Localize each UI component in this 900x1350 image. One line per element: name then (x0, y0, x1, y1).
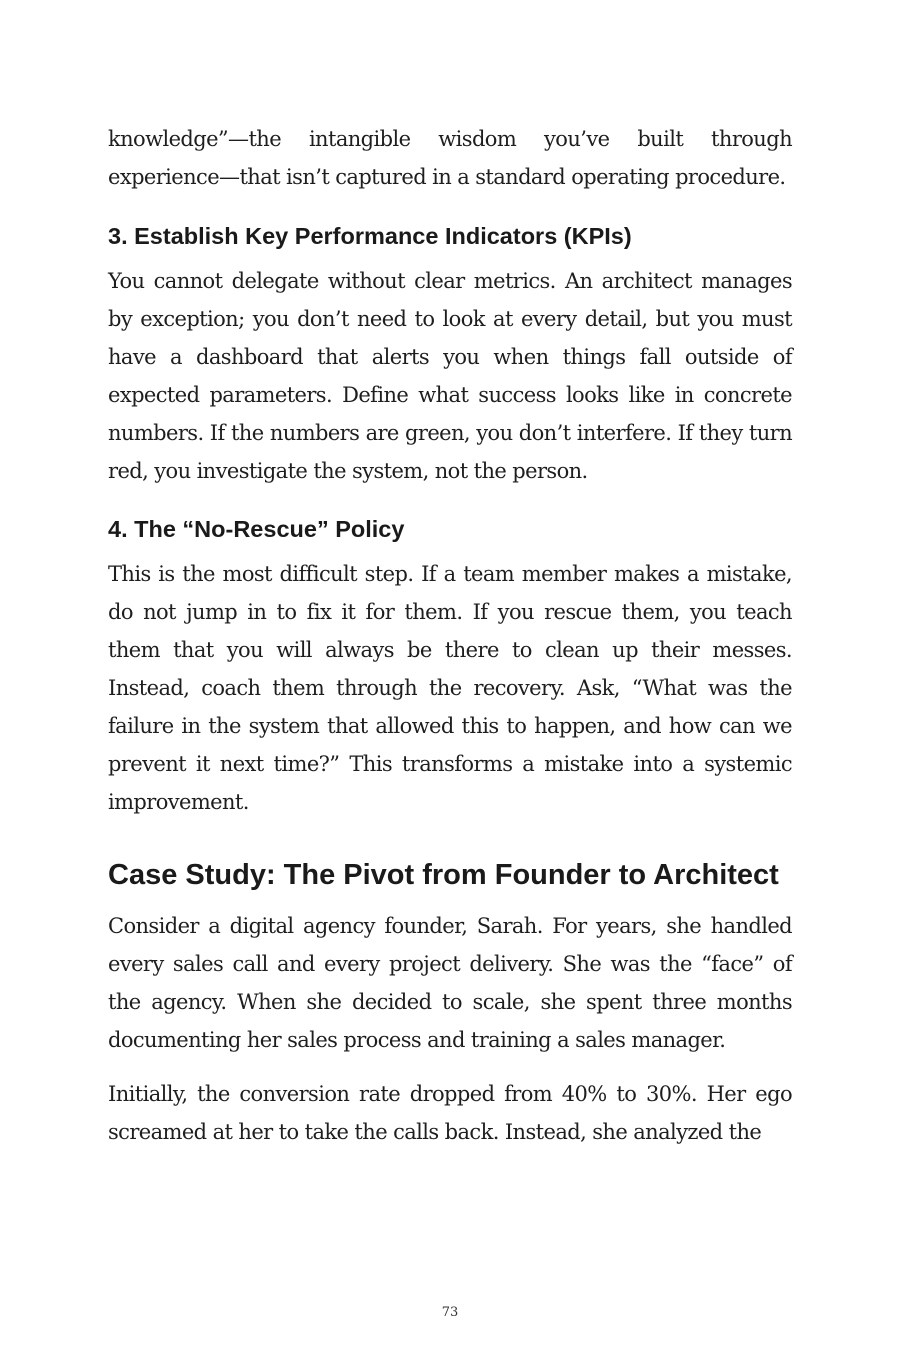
no-rescue-heading: 4. The “No-Rescue” Policy (108, 516, 405, 542)
intro-paragraph: knowledge”—the intangible wisdom you’ve built through experience—that isn’t captured in a standard operating procedure. (108, 127, 792, 189)
page-body (108, 120, 792, 1151)
page-number: 73 (441, 1305, 459, 1320)
kpis-heading: 3. Establish Key Performance Indicators (KPIs) (108, 223, 632, 249)
case-study-paragraph-2: Initially, the conversion rate dropped from 40% to 30%. Her ego screamed at her to take the calls back. Instead, she analyzed the (108, 1082, 792, 1144)
case-study-paragraph-1: Consider a digital agency founder, Sarah. For years, she handled every sales call and every project delivery. She was the “face” of the agency. When she decided to scale, she spent three months documenting her sales process and training a sales manager. (108, 914, 792, 1052)
kpis-paragraph: You cannot delegate without clear metrics. An architect manages by exception; you don’t need to look at every detail, but you must have a dashboard that alerts you when things fall outside of expected parameters. Define what success looks like in concrete numbers. If the numbers are green, you don’t interfere. If they turn red, you investigate the system, not the person. (108, 269, 792, 483)
no-rescue-paragraph: This is the most difficult step. If a team member makes a mistake, do not jump in to fix it for them. If you rescue them, you teach them that you will always be there to clean up their messes. Instead, coach them through the recovery. Ask, “What was the failure in the system that allowed this to happen, and how can we prevent it next time?” This transforms a mistake into a systemic improvement. (108, 562, 792, 814)
case-study-heading: Case Study: The Pivot from Founder to Architect (108, 859, 779, 891)
